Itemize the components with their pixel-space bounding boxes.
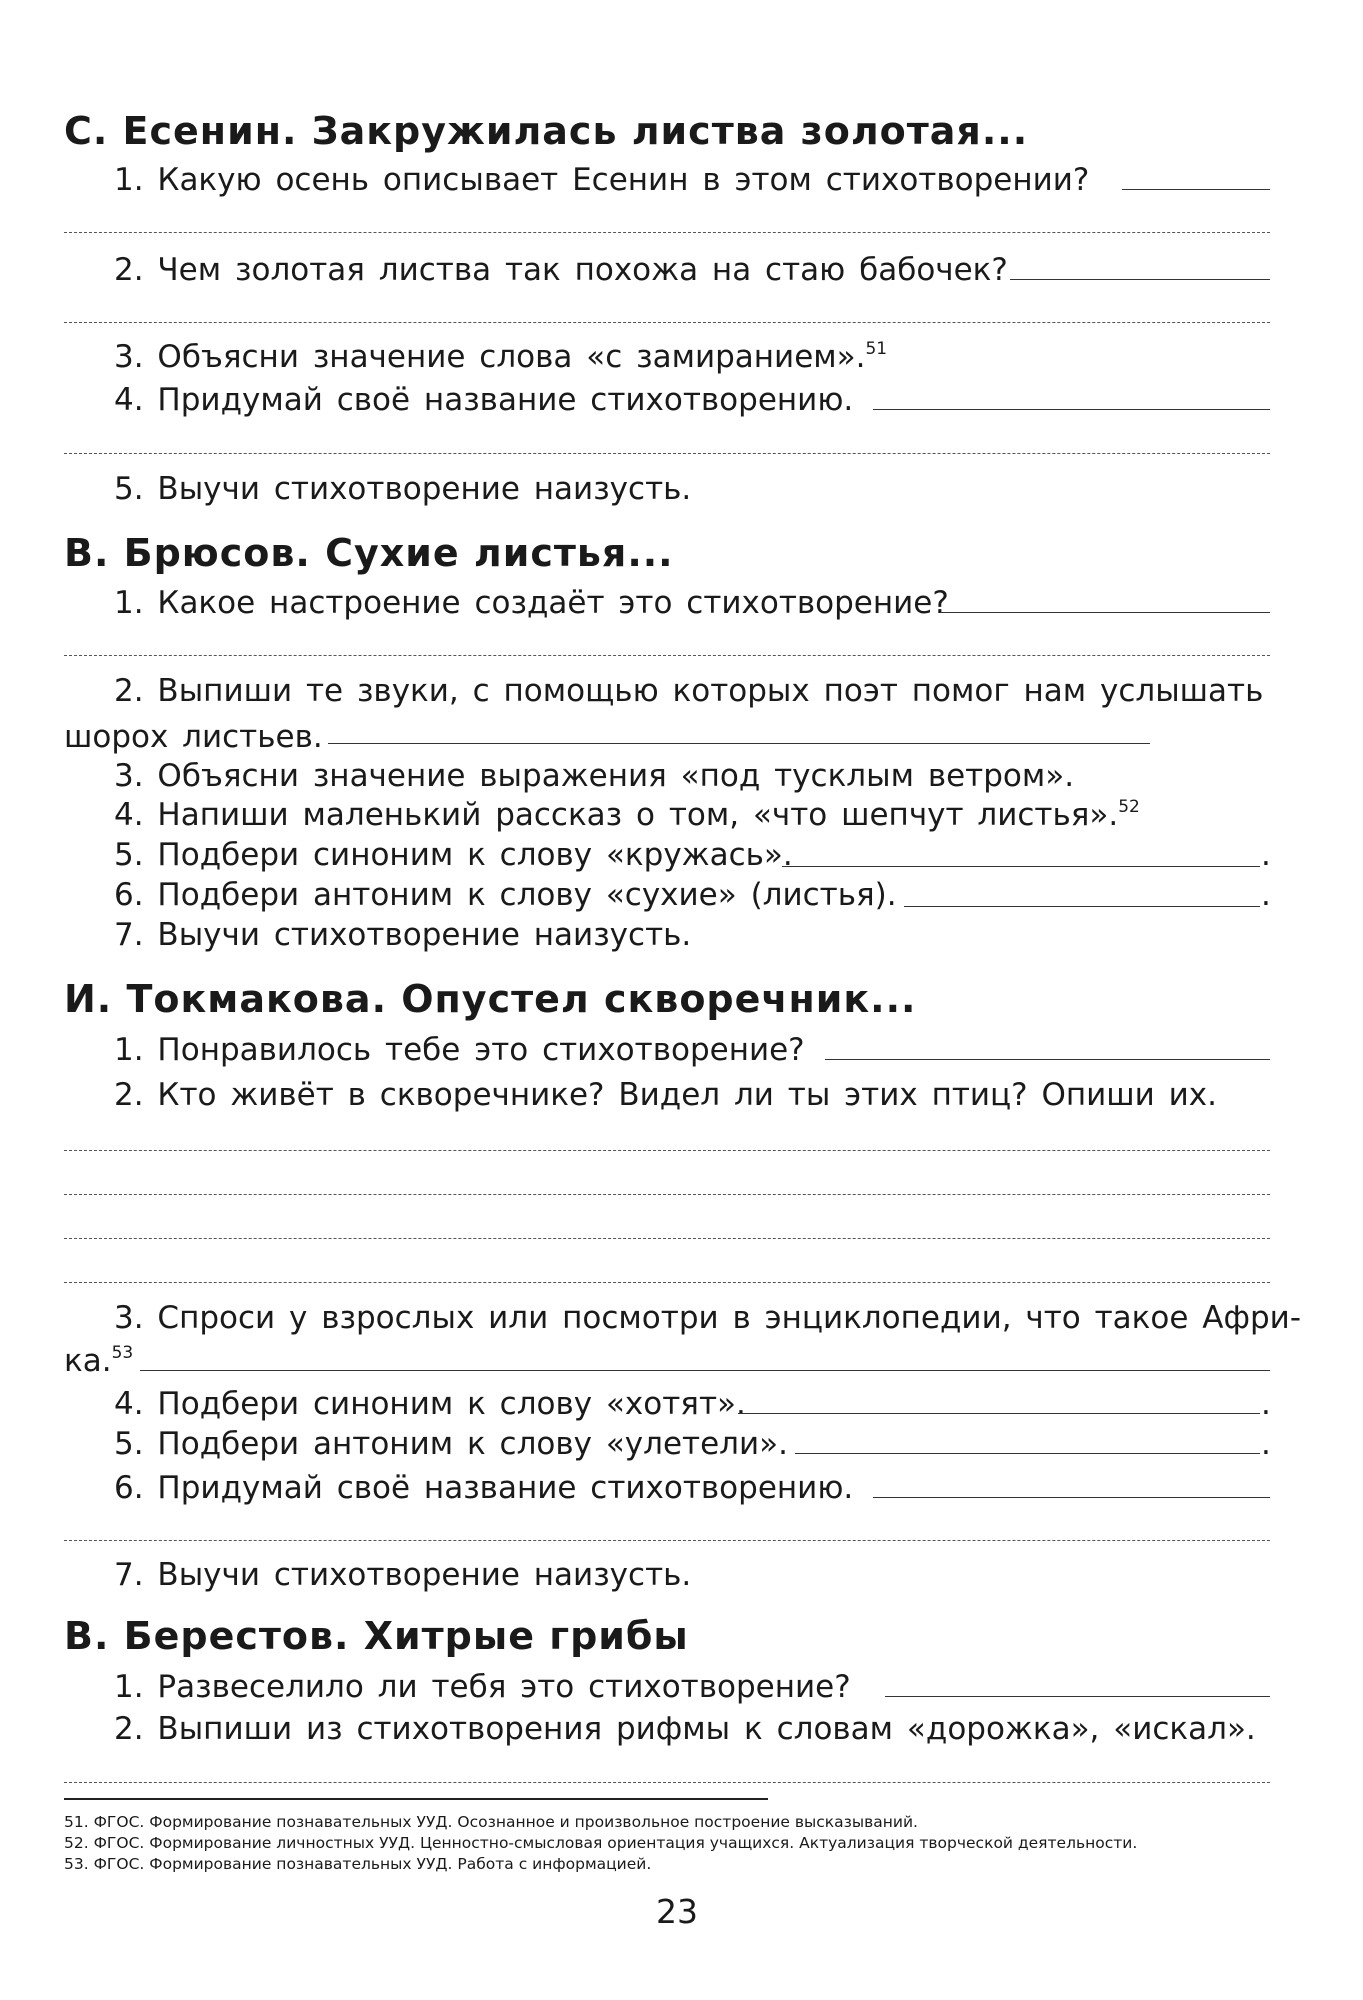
question-esenin-2: 2. Чем золотая листва так похожа на стаю бабочек? [114,252,1008,288]
question-tokmakova-7: 7. Выучи стихотворение наизусть. [114,1557,692,1593]
question-tokmakova-4: 4. Подбери синоним к слову «хотят». [114,1386,746,1422]
answer-line[interactable] [140,1370,1270,1371]
answer-line[interactable] [885,1696,1270,1697]
question-bryusov-3: 3. Объясни значение выражения «под тусклым ветром». [114,758,1075,794]
question-tokmakova-3-cont: ка.$^{53}$ [64,1343,134,1379]
period: . [1261,1386,1271,1422]
answer-line[interactable] [328,743,1150,744]
answer-line[interactable] [782,866,1260,867]
answer-line[interactable] [825,1059,1270,1060]
footnote-51: 51. ФГОС. Формирование познавательных УУД. Осознанное и произвольное построение высказываний. [64,1813,918,1831]
section-heading-tokmakova: И. Токмакова. Опустел скворечник... [64,977,917,1021]
period: . [1261,837,1271,873]
question-berestov-2: 2. Выпиши из стихотворения рифмы к словам «дорожка», «искал». [114,1711,1256,1747]
answer-line[interactable] [64,322,1270,323]
question-bryusov-2-cont: шорох листьев. [64,719,323,755]
answer-line[interactable] [738,1413,1260,1414]
question-bryusov-7: 7. Выучи стихотворение наизусть. [114,917,692,953]
period: . [1261,877,1271,913]
question-esenin-1: 1. Какую осень описывает Есенин в этом стихотворении? [114,162,1090,198]
answer-line[interactable] [64,655,1270,656]
question-esenin-3: 3. Объясни значение слова «с замиранием».$^{51}$ [114,339,888,375]
answer-line[interactable] [1122,189,1270,190]
answer-line[interactable] [873,1497,1270,1498]
answer-line[interactable] [904,906,1260,907]
section-heading-berestov: В. Берестов. Хитрые грибы [64,1614,689,1658]
answer-line[interactable] [795,1453,1260,1454]
question-bryusov-1: 1. Какое настроение создаёт это стихотворение? [114,585,949,621]
question-tokmakova-5: 5. Подбери антоним к слову «улетели». [114,1426,788,1462]
answer-line[interactable] [64,1194,1270,1195]
footnote-ref: 51 [865,339,888,359]
section-heading-bryusov: В. Брюсов. Сухие листья... [64,531,674,575]
question-bryusov-2: 2. Выпиши те звуки, с помощью которых поэт помог нам услышать [114,673,1264,709]
answer-line[interactable] [64,1150,1270,1151]
footnote-53: 53. ФГОС. Формирование познавательных УУД. Работа с информацией. [64,1855,652,1873]
section-heading-esenin: С. Есенин. Закружилась листва золотая... [64,109,1029,153]
answer-line[interactable] [940,612,1270,613]
question-esenin-5: 5. Выучи стихотворение наизусть. [114,471,692,507]
question-berestov-1: 1. Развеселило ли тебя это стихотворение? [114,1669,851,1705]
question-bryusov-5: 5. Подбери синоним к слову «кружась». [114,837,793,873]
question-tokmakova-6: 6. Придумай своё название стихотворению. [114,1470,854,1506]
answer-line[interactable] [64,1540,1270,1541]
footnote-rule [64,1798,768,1800]
question-esenin-4: 4. Придумай своё название стихотворению. [114,382,854,418]
footnote-ref: 52 [1118,797,1140,817]
period: . [1261,1426,1271,1462]
footnote-52: 52. ФГОС. Формирование личностных УУД. Ценностно-смысловая ориентация учащихся. Актуализация творческой деятельности. [64,1834,1138,1852]
question-tokmakova-3: 3. Спроси у взрослых или посмотри в энциклопедии, что такое Афри- [114,1300,1302,1336]
question-bryusov-6: 6. Подбери антоним к слову «сухие» (листья). [114,877,897,913]
footnote-ref: 53 [111,1343,134,1363]
answer-line[interactable] [64,1282,1270,1283]
answer-line[interactable] [64,453,1270,454]
answer-line[interactable] [1010,279,1270,280]
answer-line[interactable] [64,1238,1270,1239]
question-bryusov-4: 4. Напиши маленький рассказ о том, «что шепчут листья».$^{52}$ [114,797,1140,833]
answer-line[interactable] [64,232,1270,233]
page-number: 23 [656,1892,698,1931]
question-tokmakova-1: 1. Понравилось тебе это стихотворение? [114,1032,805,1068]
question-tokmakova-2: 2. Кто живёт в скворечнике? Видел ли ты этих птиц? Опиши их. [114,1077,1217,1113]
answer-line[interactable] [64,1782,1270,1783]
answer-line[interactable] [873,409,1270,410]
